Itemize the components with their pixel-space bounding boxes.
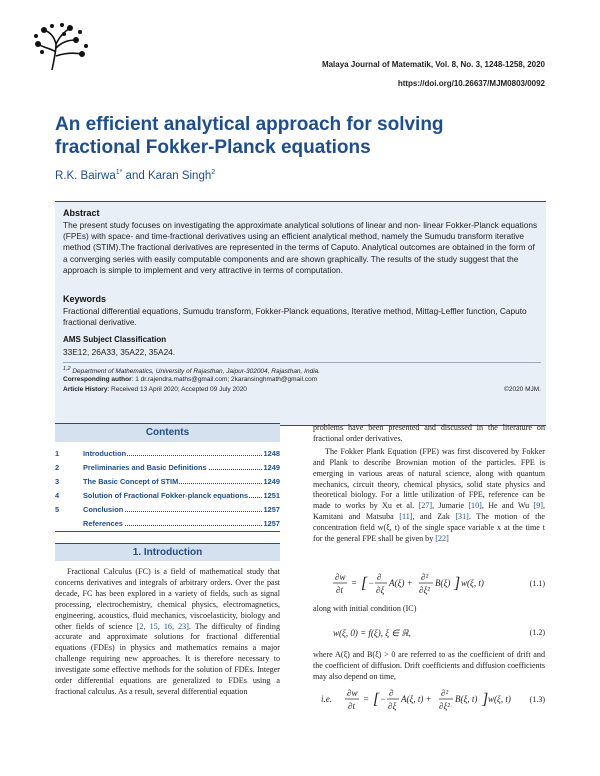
toc-item-conclusion[interactable] bbox=[55, 505, 280, 515]
abstract-box bbox=[55, 201, 546, 426]
toc-page: 1248 bbox=[263, 449, 280, 458]
svg-text:=: = bbox=[351, 578, 358, 588]
abstract-text: The present study focuses on investigating the approximate analytical solutions of linear and non- linear Fokker-Planck equations (FPEs) with space- and time-fractional derivatives using an efficient analytical method, namely the Sumudu transform iterative method (STIM).The fractional derivatives are represented in the terms of Caputo. Analytical outcomes are obtained in the form of a converging series with easily computable components and are shown graphically. The results of the study suggest that the approach is simple to implement and very attractive in terms of computation. bbox=[63, 220, 538, 275]
citation-link[interactable]: [27] bbox=[418, 501, 433, 511]
toc-page: 1249 bbox=[263, 477, 280, 486]
citation-link[interactable]: [2, 15, 16, 23] bbox=[136, 621, 189, 631]
svg-text:∂w: ∂w bbox=[335, 572, 346, 582]
citation-link[interactable]: [11] bbox=[399, 512, 413, 522]
toc-item-preliminaries[interactable] bbox=[55, 463, 280, 473]
citation-link[interactable]: [10] bbox=[468, 501, 482, 511]
fpe-text-2: , Jumarie bbox=[432, 501, 465, 511]
svg-text:]: ] bbox=[482, 691, 489, 708]
continuation-paragraph: problems have been presented and discussed in the literature on fractional order derivatives. bbox=[313, 423, 545, 443]
svg-text:w(ξ, t): w(ξ, t) bbox=[461, 578, 484, 588]
fpe-text-5: , and Zak bbox=[412, 512, 450, 522]
fpe-text-3: , He and Wu bbox=[481, 501, 530, 511]
svg-text:∂w: ∂w bbox=[347, 688, 358, 698]
contents-title: Contents bbox=[55, 423, 280, 442]
fpe-text-6: . The motion of the concentration field w(ξ, t) of the single space variable x at the time t for the general FPE shall be given by bbox=[313, 512, 545, 544]
toc-label: Preliminaries and Basic Definitions bbox=[83, 463, 207, 472]
toc-label: References bbox=[83, 519, 123, 528]
equation-number: (1.3) bbox=[529, 695, 545, 704]
svg-text:[: [ bbox=[373, 691, 380, 708]
introduction-paragraph bbox=[55, 567, 280, 698]
keywords-text: Fractional differential equations, Sumudu transform, Fokker-Planck equations, Iterative method, Mittag-Leffler function, Caputo fractional derivative. bbox=[63, 306, 527, 328]
keywords-heading: Keywords bbox=[63, 294, 107, 304]
contents-divider bbox=[55, 531, 280, 532]
abstract-heading: Abstract bbox=[63, 208, 100, 218]
coefficients-paragraph: where A(ξ) and B(ξ) > 0 are referred to as the coefficient of drift and the coefficient of diffusion. Drift coefficients and diffusion coefficients may also depend on time, bbox=[313, 650, 545, 681]
toc-item-solution[interactable] bbox=[55, 491, 280, 501]
svg-text:∂ξ²: ∂ξ² bbox=[419, 585, 430, 595]
equation-1-1 bbox=[313, 570, 545, 598]
toc-number: 5 bbox=[55, 505, 60, 514]
article-history-label: Article History bbox=[63, 386, 108, 393]
svg-text:∂: ∂ bbox=[389, 688, 394, 698]
equation-1-3-prefix: i.e. bbox=[321, 694, 332, 704]
svg-text:∂²: ∂² bbox=[421, 572, 429, 582]
toc-item-references[interactable] bbox=[55, 519, 280, 529]
author-line bbox=[55, 169, 215, 182]
footnote-divider bbox=[63, 362, 541, 363]
corresponding-author-label: Corresponding author bbox=[63, 376, 132, 383]
table-of-contents bbox=[55, 423, 280, 528]
affiliation-text: Department of Mathematics, University of Rajasthan, Jaipur-302004, Rajasthan, India. bbox=[72, 368, 321, 376]
citation-link[interactable]: [9] bbox=[533, 501, 543, 511]
ams-heading: AMS Subject Classification bbox=[63, 335, 167, 344]
svg-text:=: = bbox=[363, 694, 370, 704]
toc-number: 2 bbox=[55, 463, 60, 472]
svg-text:A(ξ, t) +: A(ξ, t) + bbox=[401, 694, 432, 704]
fpe-text-4: , Kamitani and Matsuba bbox=[313, 501, 545, 522]
initial-condition-text: along with initial condition (IC) bbox=[313, 604, 417, 613]
toc-label: Introduction bbox=[83, 449, 127, 458]
copyright-notice: ©2020 MJM. bbox=[504, 386, 541, 393]
svg-text:A(ξ) +: A(ξ) + bbox=[389, 578, 413, 588]
paper-title: An efficient analytical approach for solving fractional Fokker-Planck equations bbox=[55, 114, 444, 158]
svg-text:[: [ bbox=[361, 575, 368, 592]
right-column-text bbox=[313, 423, 545, 545]
corresponding-author bbox=[63, 375, 541, 385]
toc-item-stim[interactable] bbox=[55, 477, 280, 487]
toc-number: 4 bbox=[55, 491, 60, 500]
toc-number: 3 bbox=[55, 477, 60, 486]
toc-label: The Basic Concept of STIM bbox=[83, 477, 179, 486]
svg-text:∂ξ: ∂ξ bbox=[388, 701, 397, 711]
fpe-text-1: The Fokker Plank Equation (FPE) was first discovered by Fokker and Plank to describe Brownian motion of the particles. FPE is emerging in various areas of natural science, along with quantum mechanics, circuit theory, chemical physics, solid state physics and theoretical biology. For a little utilization of FPE, reference can be made to works by Xu et al. bbox=[313, 446, 545, 511]
equation-1-2 bbox=[313, 628, 545, 642]
toc-page: 1251 bbox=[263, 491, 280, 500]
svg-text:∂ξ²: ∂ξ² bbox=[439, 701, 450, 711]
equation-1-3-formula bbox=[343, 686, 523, 714]
author-2-affiliation: 2 bbox=[211, 169, 216, 176]
toc-page: 1257 bbox=[263, 505, 280, 514]
toc-label: Solution of Fractional Fokker-planck equations bbox=[83, 491, 249, 500]
citation-link[interactable]: [31] bbox=[455, 512, 469, 522]
fpe-paragraph bbox=[313, 447, 545, 545]
ams-text: 33E12, 26A33, 35A22, 35A24. bbox=[63, 347, 176, 357]
toc-item-introduction[interactable] bbox=[55, 449, 280, 459]
journal-citation: Malaya Journal of Matematik, Vol. 8, No. 3, 1248-1258, 2020 bbox=[321, 60, 545, 69]
svg-text:∂: ∂ bbox=[377, 572, 382, 582]
toc-page: 1249 bbox=[263, 463, 280, 472]
equation-1-2-formula: w(ξ, 0) = f(ξ), ξ ∈ ℝ, bbox=[333, 628, 411, 638]
svg-text:B(ξ, t): B(ξ, t) bbox=[455, 694, 478, 704]
author-1: R.K. Bairwa bbox=[55, 169, 116, 182]
svg-text:−: − bbox=[380, 694, 387, 704]
author-2: Karan Singh bbox=[147, 169, 212, 182]
author-separator: and bbox=[125, 169, 145, 182]
svg-text:∂t: ∂t bbox=[348, 701, 355, 711]
article-history-dates: : Received 13 April 2020; Accepted 09 July 2020 bbox=[107, 386, 247, 393]
doi-link[interactable]: https://doi.org/10.26637/MJM0803/0092 bbox=[397, 79, 545, 88]
toc-page: 1257 bbox=[263, 519, 280, 528]
equation-number: (1.2) bbox=[529, 628, 545, 637]
equation-1-1-formula bbox=[331, 570, 531, 598]
citation-link[interactable]: [22] bbox=[435, 534, 449, 544]
svg-text:w(ξ, t): w(ξ, t) bbox=[488, 694, 511, 704]
corresponding-author-emails[interactable]: : 1 dr.rajendra.maths@gmail.com; 2karansinghmath@gmail.com bbox=[131, 376, 318, 383]
intro-text-1: Fractional Calculus (FC) is a field of mathematical study that concerns derivatives and integrals of arbitrary orders. Over the past decade, FC has been explored in a variety of fields, such as signal processing, electrochemistry, chemical physics, electromagnetics, engineering, acoustics, fluid mechanics, viscoelasticity, biology and other fields of science bbox=[55, 567, 280, 631]
equation-number: (1.1) bbox=[529, 579, 545, 588]
svg-text:∂ξ: ∂ξ bbox=[376, 585, 385, 595]
equation-1-3 bbox=[313, 686, 545, 714]
toc-label: Conclusion bbox=[83, 505, 124, 514]
svg-text:−: − bbox=[368, 578, 375, 588]
intro-text-2: . The difficulty of finding accurate and approximate solutions for fractional differential equations (FDEs) in physics and mathematics remains a major challenge requiring new approaches. It is therefore necessary to investigate some effective methods for the solution of FDEs. Integer order differential equations are generalized to FDEs using a fractional calculus. As a result, several differential equation bbox=[55, 621, 280, 696]
section-heading-introduction: 1. Introduction bbox=[55, 543, 280, 561]
journal-tree-logo bbox=[30, 22, 92, 72]
svg-text:∂²: ∂² bbox=[441, 688, 449, 698]
affiliation-markers: 1,2 bbox=[63, 366, 71, 372]
svg-text:]: ] bbox=[454, 575, 461, 592]
svg-text:∂t: ∂t bbox=[336, 585, 343, 595]
toc-number: 1 bbox=[55, 449, 60, 458]
author-1-affiliation: 1* bbox=[115, 169, 123, 176]
svg-text:B(ξ): B(ξ) bbox=[435, 578, 451, 588]
